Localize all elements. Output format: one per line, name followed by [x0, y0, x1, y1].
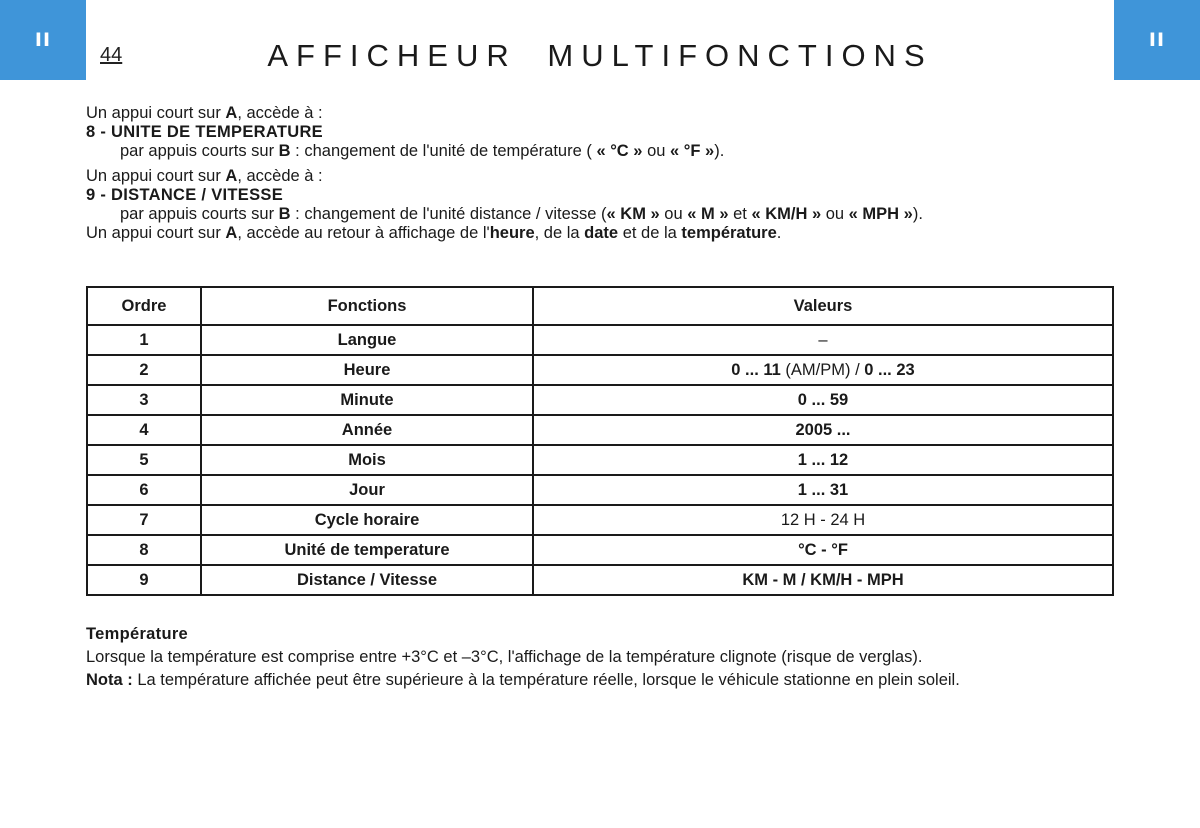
cell-fonction: Langue — [201, 325, 533, 355]
paragraph-temperature: Lorsque la température est comprise entre +3°C et –3°C, l'affichage de la température clignote (risque de verglas). — [86, 648, 923, 666]
table-row — [87, 505, 1113, 535]
cell-valeur: 12 H - 24 H — [533, 505, 1113, 535]
table-row — [87, 445, 1113, 475]
column-header-fonctions: Fonctions — [201, 287, 533, 325]
table-row — [87, 565, 1113, 595]
table-row — [87, 475, 1113, 505]
page-number: 44 — [100, 44, 123, 66]
column-header-ordre: Ordre — [87, 287, 201, 325]
paragraph-nota — [86, 671, 1114, 690]
paragraph-return-display: Un appui court sur A, accède au retour à affichage de l'heure, de la date et de la température. — [86, 224, 782, 242]
paragraph-access-9: Un appui court sur A, accède à : — [86, 167, 323, 185]
table-row — [87, 385, 1113, 415]
heading-distance-vitesse: 9 - DISTANCE / VITESSE — [86, 186, 283, 204]
cell-valeur: 0 ... 11 (AM/PM) / 0 ... 23 — [533, 355, 1113, 385]
cell-fonction: Mois — [201, 445, 533, 475]
cell-ordre: 8 — [87, 535, 201, 565]
intro-section — [86, 104, 1114, 243]
cell-ordre: 2 — [87, 355, 201, 385]
chapter-tab-left: II — [0, 0, 86, 80]
heading-temperature: Température — [86, 625, 189, 643]
desc-unite-temperature: par appuis courts sur B : changement de l'unité de température ( « °C » ou « °F »). — [120, 142, 725, 160]
nota-label: Nota : — [86, 671, 133, 689]
cell-ordre: 3 — [87, 385, 201, 415]
column-header-valeurs: Valeurs — [533, 287, 1113, 325]
cell-fonction: Minute — [201, 385, 533, 415]
cell-ordre: 5 — [87, 445, 201, 475]
cell-valeur: 1 ... 31 — [533, 475, 1113, 505]
cell-valeur: – — [533, 325, 1113, 355]
table-header-row — [87, 287, 1113, 325]
table-row — [87, 325, 1113, 355]
cell-ordre: 4 — [87, 415, 201, 445]
nota-text: La température affichée peut être supérieure à la température réelle, lorsque le véhicule stationne en plein soleil. — [132, 671, 960, 689]
cell-ordre: 7 — [87, 505, 201, 535]
desc-distance-vitesse: par appuis courts sur B : changement de l'unité distance / vitesse (« KM » ou « M » et « KM/H » ou « MPH »). — [120, 205, 923, 223]
cell-fonction: Distance / Vitesse — [201, 565, 533, 595]
cell-ordre: 1 — [87, 325, 201, 355]
cell-ordre: 6 — [87, 475, 201, 505]
cell-fonction: Heure — [201, 355, 533, 385]
cell-fonction: Jour — [201, 475, 533, 505]
cell-valeur: °C - °F — [533, 535, 1113, 565]
cell-valeur: 1 ... 12 — [533, 445, 1113, 475]
cell-fonction: Année — [201, 415, 533, 445]
cell-fonction: Unité de temperature — [201, 535, 533, 565]
cell-ordre: 9 — [87, 565, 201, 595]
cell-fonction: Cycle horaire — [201, 505, 533, 535]
chapter-tab-right: II — [1114, 0, 1200, 80]
table-row — [87, 535, 1113, 565]
footer-section — [86, 625, 1114, 690]
paragraph-access-8: Un appui court sur A, accède à : — [86, 104, 323, 122]
table-row — [87, 355, 1113, 385]
functions-table — [86, 286, 1114, 596]
cell-valeur: 2005 ... — [533, 415, 1113, 445]
heading-unite-temperature: 8 - UNITE DE TEMPERATURE — [86, 123, 323, 141]
cell-valeur: KM - M / KM/H - MPH — [533, 565, 1113, 595]
cell-valeur: 0 ... 59 — [533, 385, 1113, 415]
table-row — [87, 415, 1113, 445]
page-title: AFFICHEUR MULTIFONCTIONS — [267, 38, 933, 73]
